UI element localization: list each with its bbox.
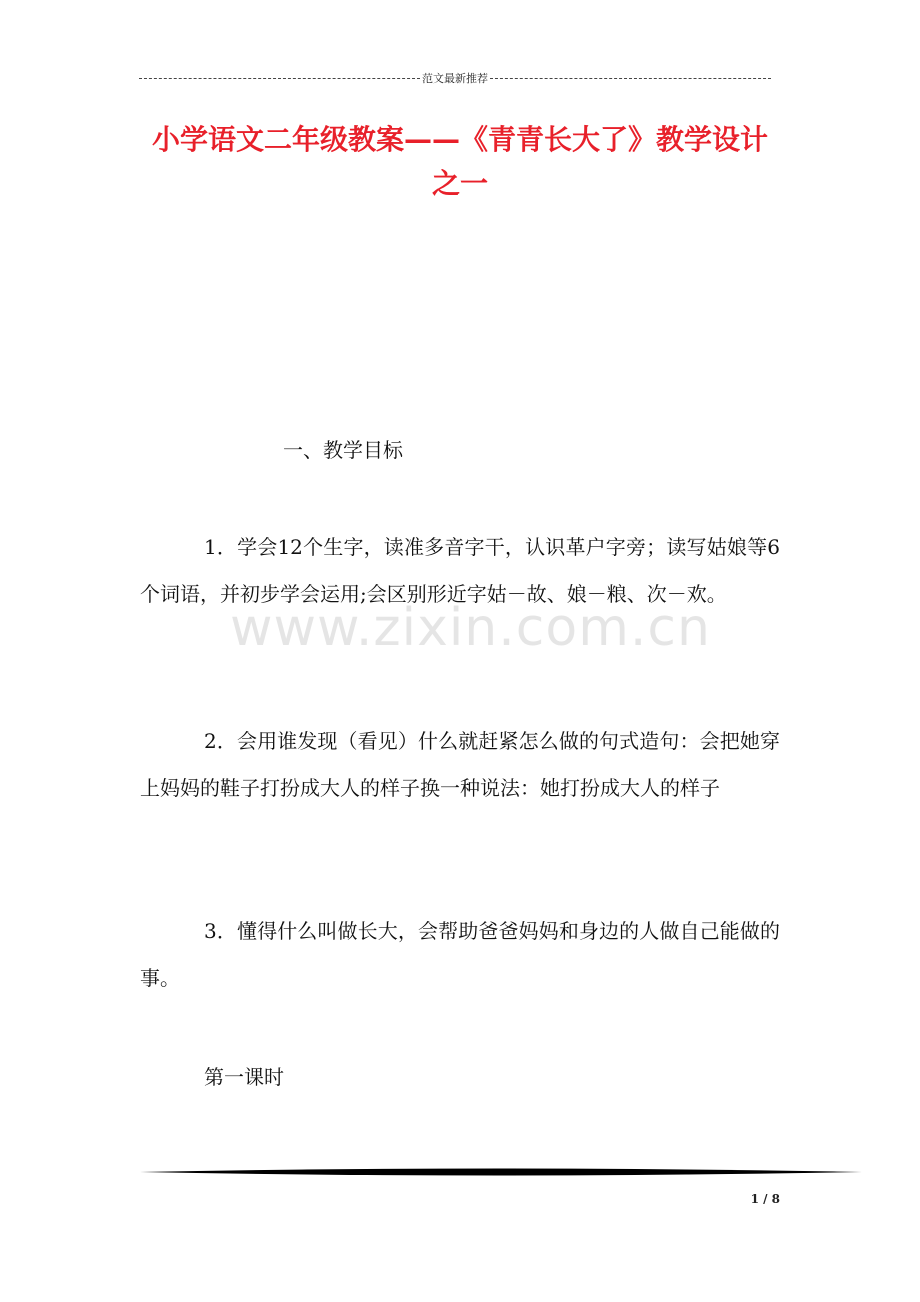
page-header (139, 70, 771, 86)
objective-paragraph-3: 3．懂得什么叫做长大，会帮助爸爸妈妈和身边的人做自己能做的事。 (140, 919, 780, 990)
section-heading: 一、教学目标 (283, 438, 403, 462)
document-title: 小学语文二年级教案——《青青长大了》教学设计之一 (151, 123, 768, 200)
footer-rule (140, 1168, 862, 1176)
header-dash-right (490, 78, 771, 79)
header-label: 范文最新推荐 (422, 72, 488, 85)
lesson-heading: 第一课时 (204, 1065, 284, 1089)
header-dash-left (139, 78, 420, 79)
page-number: 1 / 8 (750, 1192, 780, 1206)
watermark: www.zixin.com.cn (230, 598, 711, 658)
objective-paragraph-1: 1．学会12个生字，读准多音字干，认识革户字旁；读写姑娘等6个词语，并初步学会运用;会区别形近字姑－故、娘－粮、次－欢。 (140, 535, 780, 606)
objective-paragraph-2: 2．会用谁发现（看见）什么就赶紧怎么做的句式造句：会把她穿上妈妈的鞋子打扮成大人的样子换一种说法：她打扮成大人的样子 (140, 729, 780, 800)
